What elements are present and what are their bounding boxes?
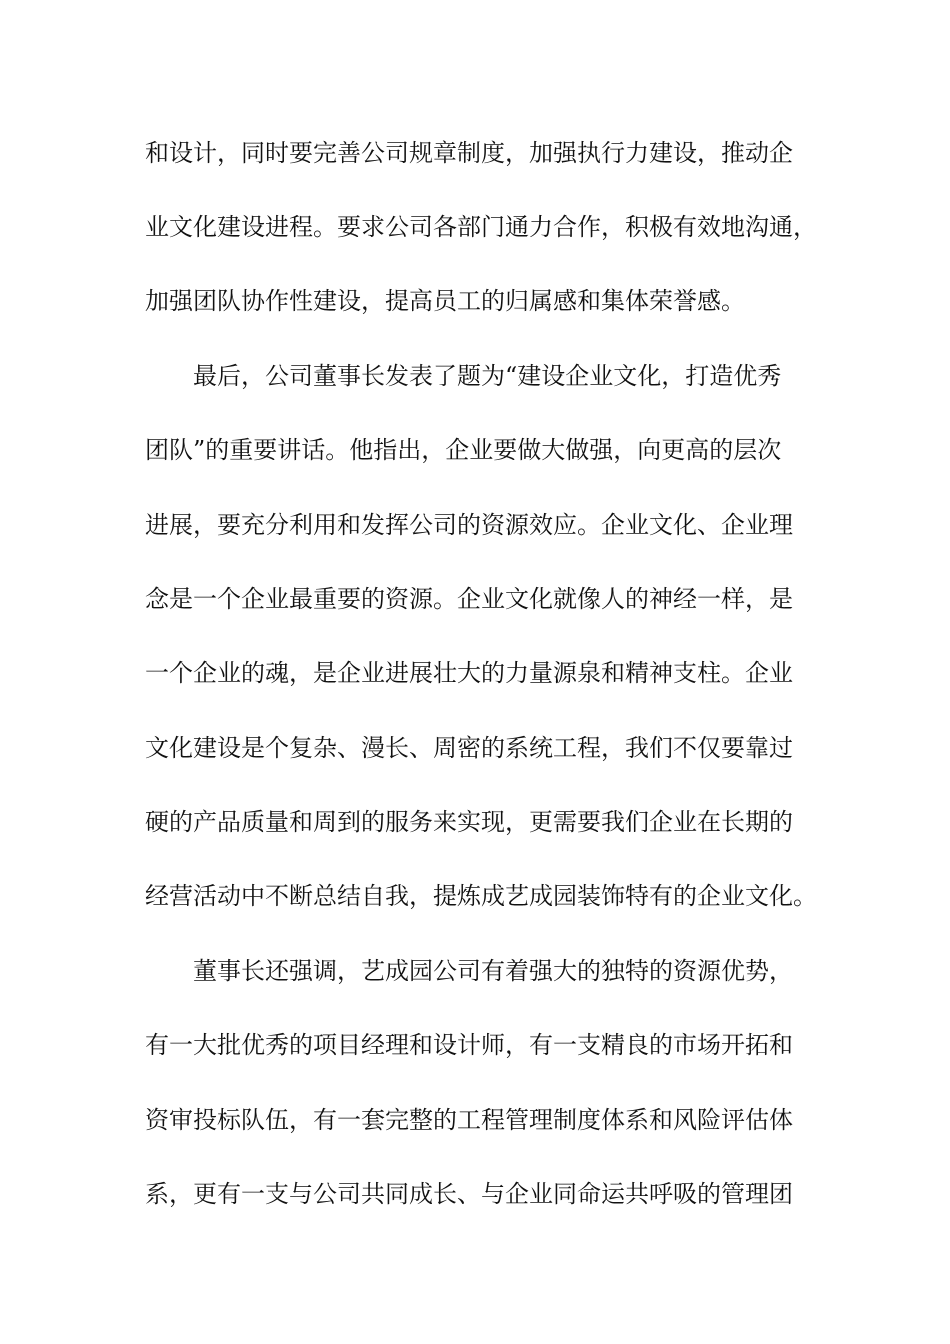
text-line: 业文化建设进程。要求公司各部门通力合作，积极有效地沟通，	[145, 213, 817, 241]
text-line: 系，更有一支与公司共同成长、与企业同命运共呼吸的管理团	[145, 1180, 793, 1208]
text-line: 和设计，同时要完善公司规章制度，加强执行力建设，推动企	[145, 139, 793, 167]
text-line: 进展，要充分利用和发挥公司的资源效应。企业文化、企业理	[145, 511, 793, 539]
text-line: 加强团队协作性建设，提高员工的归属感和集体荣誉感。	[145, 287, 745, 315]
text-line: 硬的产品质量和周到的服务来实现，更需要我们企业在长期的	[145, 808, 793, 836]
text-line: 念是一个企业最重要的资源。企业文化就像人的神经一样，是	[145, 585, 793, 613]
text-line: 经营活动中不断总结自我，提炼成艺成园装饰特有的企业文化。	[145, 882, 817, 910]
text-line: 资审投标队伍，有一套完整的工程管理制度体系和风险评估体	[145, 1106, 793, 1134]
text-line: 有一大批优秀的项目经理和设计师，有一支精良的市场开拓和	[145, 1031, 793, 1059]
paragraph-start-line: 最后，公司董事长发表了题为“建设企业文化，打造优秀	[193, 362, 782, 390]
text-line: 文化建设是个复杂、漫长、周密的系统工程，我们不仅要靠过	[145, 734, 793, 762]
paragraph-start-line: 董事长还强调，艺成园公司有着强大的独特的资源优势，	[193, 957, 793, 985]
text-line: 一个企业的魂，是企业进展壮大的力量源泉和精神支柱。企业	[145, 659, 793, 687]
text-line: 团队”的重要讲话。他指出，企业要做大做强，向更高的层次	[145, 436, 782, 464]
